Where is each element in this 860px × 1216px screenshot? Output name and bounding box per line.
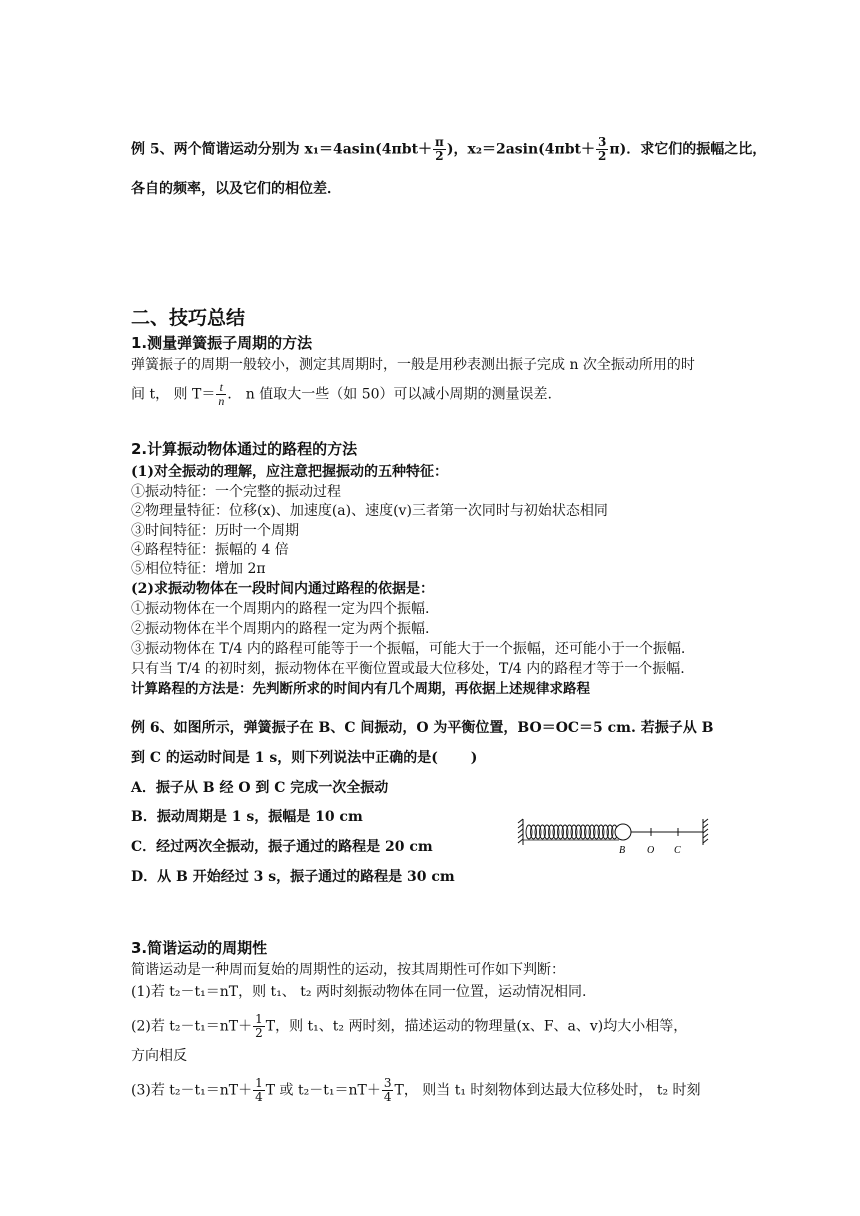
x1-frac-num: π — [435, 135, 444, 149]
s3-p2-cont: 方向相反 — [131, 1048, 187, 1064]
s2-item1-4: ④路程特征：振幅的 4 倍 — [131, 542, 289, 558]
option-b: B．振动周期是 1 s，振幅是 10 cm — [131, 809, 363, 825]
s3-title: 3.简谐运动的周期性 — [131, 939, 268, 957]
s3-p3-start: (3)若 t₂－t₁＝nT＋ — [131, 1082, 253, 1099]
s2-item1-1: ①振动特征：一个完整的振动过程 — [131, 484, 341, 500]
option-d: D．从 B 开始经过 3 s，振子通过的路程是 30 cm — [131, 869, 455, 885]
s3-p2-frac-den: 2 — [255, 1026, 263, 1040]
s1-frac-num: t — [216, 381, 226, 395]
x1-fraction — [433, 136, 446, 163]
s2-item1-2: ②物理量特征：位移(x)、加速度(a)、速度(v)三者第一次同时与初始状态相同 — [131, 503, 608, 519]
s2-sub2: (2)求振动物体在一段时间内通过路程的依据是： — [131, 581, 434, 597]
s3-p2-start: (2)若 t₂－t₁＝nT＋ — [131, 1018, 253, 1035]
s3-p3-end: T， 则当 t₁ 时刻物体到达最大位移处时， t₂ 时刻 — [394, 1082, 701, 1099]
s2-item2-1: ①振动物体在一个周期内的路程一定为四个振幅. — [131, 601, 430, 617]
s1-title: 1.测量弹簧振子周期的方法 — [131, 334, 313, 352]
s1-line2 — [131, 381, 552, 408]
label-b: B — [619, 845, 626, 856]
left-wall — [518, 819, 523, 845]
s3-p1: (1)若 t₂－t₁＝nT，则 t₁、 t₂ 两时刻振动物体在同一位置，运动情况相同. — [131, 984, 587, 1000]
s3-p2 — [131, 1013, 687, 1040]
option-a: A．振子从 B 经 O 到 C 完成一次全振动 — [131, 780, 389, 796]
spring-oscillator-figure — [515, 815, 715, 857]
x2-fraction — [596, 136, 608, 163]
s1-line1: 弹簧振子的周期一般较小，测定其周期时，一般是用秒表测出振子完成 n 次全振动所用的时 — [131, 357, 695, 373]
x1-expression: x₁＝4asin(4πbt＋ — [304, 141, 433, 158]
x2-expression-end: π)．求它们的振幅之比， — [609, 141, 767, 158]
s2-item1-5: ⑤相位特征：增加 2π — [131, 561, 266, 577]
s2-item2-2: ②振动物体在半个周期内的路程一定为两个振幅. — [131, 621, 430, 637]
s2-item2-3: ③振动物体在 T/4 内的路程可能等于一个振幅，可能大于一个振幅，还可能小于一个振幅. — [131, 641, 686, 657]
label-o: O — [647, 845, 655, 856]
s2-title: 2.计算振动物体通过的路程的方法 — [131, 440, 358, 458]
oscillator-ball — [615, 824, 631, 840]
s3-intro: 简谐运动是一种周而复始的周期性的运动，按其周期性可作如下判断： — [131, 962, 565, 978]
s2-item1-3: ③时间特征：历时一个周期 — [131, 523, 299, 539]
s3-p3-frac1-den: 4 — [255, 1090, 263, 1104]
example5-line2: 各自的频率，以及它们的相位差． — [131, 181, 341, 197]
s3-p2-frac-num: 1 — [255, 1012, 263, 1026]
option-c: C．经过两次全振动，振子通过的路程是 20 cm — [131, 839, 433, 855]
label-c: C — [674, 845, 681, 856]
t-over-n-fraction — [216, 381, 226, 408]
s1-line2-start: 间 t， 则 T＝ — [131, 386, 216, 403]
s3-p3-frac2-den: 4 — [383, 1090, 392, 1104]
example6-line2: 到 C 的运动时间是 1 s，则下列说法中正确的是( ) — [131, 750, 478, 766]
s2-item2-4: 只有当 T/4 的初时刻，振动物体在平衡位置或最大位移处，T/4 内的路程才等于一个振幅. — [131, 661, 685, 677]
s1-frac-den: n — [218, 394, 225, 408]
s2-method: 计算路程的方法是：先判断所求的时间内有几个周期，再依据上述规律求路程 — [131, 681, 590, 697]
s3-p3-frac1-num: 1 — [255, 1076, 263, 1090]
s3-p3-mid: T 或 t₂－t₁＝nT＋ — [265, 1082, 381, 1099]
x1-frac-den: 2 — [435, 149, 444, 163]
s3-p2-end: T，则 t₁、t₂ 两时刻，描述运动的物理量(x、F、a、v)均大小相等， — [265, 1018, 688, 1035]
x1-expression-end: )， — [446, 141, 468, 158]
s1-line2-end: ． n 值取大一些（如 50）可以减小周期的测量误差. — [227, 386, 552, 403]
s3-p3 — [131, 1077, 701, 1104]
spring-coil — [526, 825, 618, 839]
half-fraction — [253, 1013, 265, 1040]
quarter-fraction — [253, 1077, 265, 1104]
x2-frac-den: 2 — [598, 149, 607, 163]
three-quarter-fraction — [382, 1077, 394, 1104]
section-title: 二、技巧总结 — [131, 307, 246, 329]
example5-prefix: 例 5、两个简谐运动分别为 — [131, 141, 305, 158]
s3-p3-frac2-num: 3 — [383, 1076, 392, 1090]
x2-expression: x₂＝2asin(4πbt＋ — [467, 141, 596, 158]
example6-line1: 例 6、如图所示，弹簧振子在 B、C 间振动，O 为平衡位置，BO＝OC＝5 cm. 若振子从 B — [131, 720, 714, 736]
s2-sub1: (1)对全振动的理解，应注意把握振动的五种特征： — [131, 464, 448, 480]
x2-frac-num: 3 — [598, 135, 607, 149]
example5-line1 — [131, 136, 766, 163]
right-wall — [703, 819, 708, 845]
